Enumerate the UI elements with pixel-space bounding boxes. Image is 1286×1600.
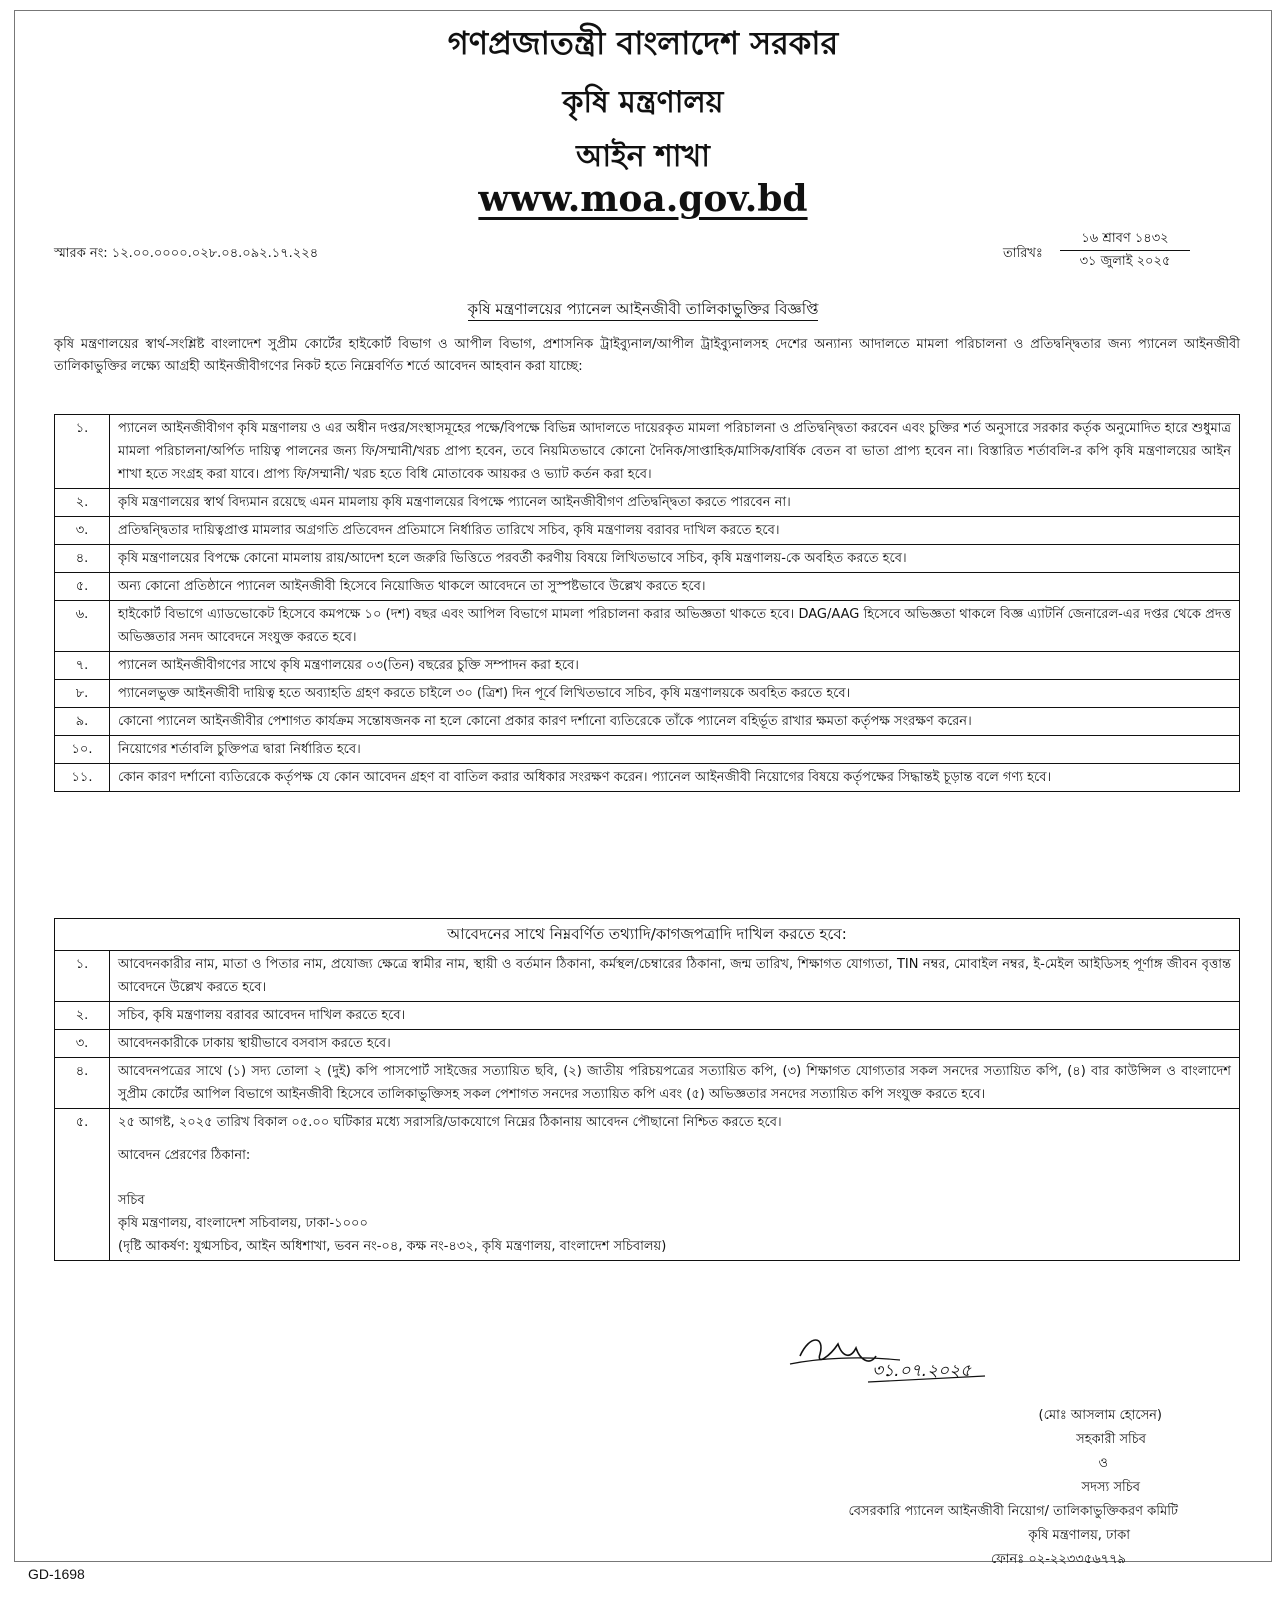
condition-row [55, 415, 1240, 489]
branch-heading: আইন শাখা [576, 139, 710, 174]
signatory-block [600, 1404, 1200, 1572]
document-text: আবেদনপত্রের সাথে (১) সদ্য তোলা ২ (দুই) কপি পাসপোর্ট সাইজের সত্যায়িত ছবি, (২) জাতীয় পরিচয়পত্রের সত্যায়িত কপি, (৩) শিক্ষাগত যোগ্যতার সকল সনদের সত্যায়িত কপি, (৪) বার কাউন্সিল ও বাংলাদেশ সুপ্রীম কোর্টের আপিল বিভাগে আইনজীবী হিসেবে তালিকাভুক্তিসহ সকল পেশাগত সনদের সত্যায়িত কপি এবং (৫) অভিজ্ঞতার সনদের সত্যায়িত কপি সংযুক্ত করতে হবে। [110, 1058, 1240, 1109]
government-heading: গণপ্রজাতন্ত্রী বাংলাদেশ সরকার [447, 24, 839, 62]
condition-number: ৩. [55, 517, 110, 545]
condition-row [55, 764, 1240, 792]
deadline-number: ৫. [55, 1109, 110, 1261]
footer-code: GD-1698 [28, 1566, 85, 1582]
documents-title-row [55, 919, 1240, 951]
signatory-phone: ফোনঃ ০২-২২৩৩৫৬৭৭৯ [990, 1552, 1126, 1567]
condition-row [55, 680, 1240, 708]
date-bangla: ১৬ শ্রাবণ ১৪৩২ [1060, 228, 1190, 251]
document-row [55, 1058, 1240, 1109]
intro-paragraph: কৃষি মন্ত্রণালয়ের স্বার্থ-সংশ্লিষ্ট বাংলাদেশ সুপ্রীম কোর্টের হাইকোর্ট বিভাগ ও আপীল বিভাগ, প্রশাসনিক ট্রাইব্যুনাল/আপীল ট্রাইব্যুনালসহ দেশের অন্যান্য আদালতে মামলা পরিচালনা ও প্রতিদ্বন্দ্বিতার জন্য প্যানেল আইনজীবী তালিকাভুক্তির লক্ষ্যে আগ্রহী আইনজীবীগণের নিকট হতে নিম্নেবর্ণিত শর্তে আবেদন আহবান করা যাচ্ছে: [54, 337, 1240, 374]
condition-text: প্যানেল আইনজীবীগণের সাথে কৃষি মন্ত্রণালয়ের ০৩(তিন) বছরের চুক্তি সম্পাদন করা হবে। [110, 652, 1240, 680]
condition-text: হাইকোর্ট বিভাগে এ্যাডভোকেট হিসেবে কমপক্ষে ১০ (দশ) বছর এবং আপিল বিভাগে মামলা পরিচালনা করার অভিজ্ঞতা থাকতে হবে। DAG/AAG হিসেবে অভিজ্ঞতা থাকলে বিজ্ঞ এ্যাটর্নি জেনারেল-এর দপ্তর থেকে প্রদত্ত অভিজ্ঞতার সনদ আবেদনে সংযুক্ত করতে হবে। [110, 601, 1240, 652]
notice-title [0, 298, 1286, 323]
documents-title: আবেদনের সাথে নিম্নবর্ণিত তথ্যাদি/কাগজপত্রাদি দাখিল করতে হবে: [55, 919, 1240, 951]
condition-number: ৪. [55, 545, 110, 573]
notice-title-text: কৃষি মন্ত্রণালয়ের প্যানেল আইনজীবী তালিকাভুক্তির বিজ্ঞপ্তি [468, 300, 819, 321]
condition-text: অন্য কোনো প্রতিষ্ঠানে প্যানেল আইনজীবী হিসেবে নিয়োজিত থাকলে আবেদনে তা সুস্পষ্টভাবে উল্লেখ করতে হবে। [110, 573, 1240, 601]
condition-text: কোনো প্যানেল আইনজীবীর পেশাগত কার্যক্রম সন্তোষজনক না হলে কোনো প্রকার কারণ দর্শানো ব্যতিরেকে তাঁকে প্যানেল বহির্ভূত রাখার ক্ষমতা কর্তৃপক্ষ সংরক্ষণ করেন। [110, 708, 1240, 736]
memo-number: স্মারক নং: ১২.০০.০০০০.০২৮.০৪.০৯২.১৭.২২৪ [54, 246, 319, 261]
condition-number: ১১. [55, 764, 110, 792]
condition-number: ৯. [55, 708, 110, 736]
condition-row [55, 708, 1240, 736]
document-row [55, 951, 1240, 1002]
date-values [1060, 228, 1190, 273]
address-attention: (দৃষ্টি আকর্ষণ: যুগ্মসচিব, আইন অধিশাখা, ভবন নং-০৪, কক্ষ নং-৪৩২, কৃষি মন্ত্রণালয়, বাংলাদেশ সচিবালয়) [118, 1239, 667, 1254]
conditions-table [54, 414, 1240, 792]
signatory-role: সদস্য সচিব [1081, 1480, 1140, 1495]
handwritten-signature [780, 1326, 1010, 1392]
condition-text: প্যানেল আইনজীবীগণ কৃষি মন্ত্রণালয় ও এর অধীন দপ্তর/সংস্থাসমূহের পক্ষে/বিপক্ষে বিভিন্ন আদালতে দায়েরকৃত মামলা পরিচালনা ও প্রতিদ্বন্দ্বিতা করবেন এবং চুক্তির শর্ত অনুসারে সরকার কর্তৃক অনুমোদিত হারে শুধুমাত্র মামলা পরিচালনা/অর্পিত দায়িত্ব পালনের জন্য ফি/সম্মানী/খরচ প্রাপ্য হবেন, তবে নিয়মিতভাবে কোনো দৈনিক/সাপ্তাহিক/মাসিক/বার্ষিক বেতন বা ভাতা প্রাপ্য হবেন না। বিস্তারিত শর্তাবলি-র কপি কৃষি মন্ত্রণালয়ের আইন শাখা হতে সংগ্রহ করা যাবে। প্রাপ্য ফি/সম্মানী/ খরচ হতে বিধি মোতাবেক আয়কর ও ভ্যাট কর্তন করা হবে। [110, 415, 1240, 489]
condition-row [55, 545, 1240, 573]
deadline-text: ২৫ আগষ্ট, ২০২৫ তারিখ বিকাল ০৫.০০ ঘটিকার মধ্যে সরাসরি/ডাকযোগে নিম্নের ঠিকানায় আবেদন পৌছানো নিশ্চিত করতে হবে। [118, 1115, 782, 1130]
deadline-cell [110, 1109, 1240, 1261]
address-line: কৃষি মন্ত্রণালয়, বাংলাদেশ সচিবালয়, ঢাকা-১০০০ [118, 1216, 368, 1231]
address-label: আবেদন প্রেরণের ঠিকানা: [118, 1148, 251, 1163]
website-link[interactable]: www.moa.gov.bd [478, 178, 808, 220]
condition-text: নিয়োগের শর্তাবলি চুক্তিপত্র দ্বারা নির্ধারিত হবে। [110, 736, 1240, 764]
signatory-office: কৃষি মন্ত্রণালয়, ঢাকা [1028, 1528, 1130, 1543]
condition-text: প্যানেলভুক্ত আইনজীবী দায়িত্ব হতে অব্যাহতি গ্রহণ করতে চাইলে ৩০ (ত্রিশ) দিন পূর্বে লিখিতভাবে সচিব, কৃষি মন্ত্রণালয়কে অবহিত করতে হবে। [110, 680, 1240, 708]
signature-date: ৩১.০৭.২০২৫ [872, 1361, 972, 1381]
signatory-conjunction: ও [1098, 1456, 1108, 1471]
document-row [55, 1030, 1240, 1058]
signatory-name: (মোঃ আসলাম হোসেন) [1038, 1408, 1162, 1423]
document-number: ৩. [55, 1030, 110, 1058]
condition-text: কৃষি মন্ত্রণালয়ের স্বার্থ বিদ্যমান রয়েছে এমন মামলায় কৃষি মন্ত্রণালয়ের বিপক্ষে প্যানেল আইনজীবীগণ প্রতিদ্বন্দ্বিতা করতে পারবেন না। [110, 489, 1240, 517]
website-heading[interactable] [0, 178, 1286, 220]
condition-number: ৬. [55, 601, 110, 652]
signatory-designation: সহকারী সচিব [1076, 1432, 1146, 1447]
condition-number: ৫. [55, 573, 110, 601]
condition-row [55, 736, 1240, 764]
documents-table [54, 918, 1240, 1261]
condition-row [55, 573, 1240, 601]
document-number: ৪. [55, 1058, 110, 1109]
condition-row [55, 601, 1240, 652]
address-recipient: সচিব [118, 1193, 145, 1208]
document-number: ২. [55, 1002, 110, 1030]
condition-number: ১০. [55, 736, 110, 764]
signatory-committee: বেসরকারি প্যানেল আইনজীবী নিয়োগ/ তালিকাভুক্তিকরণ কমিটি [848, 1504, 1178, 1519]
document-text: সচিব, কৃষি মন্ত্রণালয় বরাবর আবেদন দাখিল করতে হবে। [110, 1002, 1240, 1030]
condition-number: ১. [55, 415, 110, 489]
condition-row [55, 489, 1240, 517]
document-number: ১. [55, 951, 110, 1002]
document-text: আবেদনকারীকে ঢাকায় স্থায়ীভাবে বসবাস করতে হবে। [110, 1030, 1240, 1058]
condition-text: প্রতিদ্বন্দ্বিতার দায়িত্বপ্রাপ্ত মামলার অগ্রগতি প্রতিবেদন প্রতিমাসে নির্ধারিত তারিখে সচিব, কৃষি মন্ত্রণালয় বরাবর দাখিল করতে হবে। [110, 517, 1240, 545]
condition-row [55, 517, 1240, 545]
ministry-heading: কৃষি মন্ত্রণালয় [562, 85, 724, 120]
condition-number: ৮. [55, 680, 110, 708]
condition-number: ৭. [55, 652, 110, 680]
condition-number: ২. [55, 489, 110, 517]
condition-text: কৃষি মন্ত্রণালয়ের বিপক্ষে কোনো মামলায় রায়/আদেশ হলে জরুরি ভিত্তিতে পরবর্তী করণীয় বিষয়ে লিখিতভাবে সচিব, কৃষি মন্ত্রণালয়-কে অবহিত করতে হবে। [110, 545, 1240, 573]
document-row [55, 1002, 1240, 1030]
date-label: তারিখঃ [1003, 246, 1043, 261]
condition-text: কোন কারণ দর্শানো ব্যতিরেকে কর্তৃপক্ষ যে কোন আবেদন গ্রহণ বা বাতিল করার অধিকার সংরক্ষণ করেন। প্যানেল আইনজীবী নিয়োগের বিষয়ে কর্তৃপক্ষের সিদ্ধান্তই চূড়ান্ত বলে গণ্য হবে। [110, 764, 1240, 792]
document-text: আবেদনকারীর নাম, মাতা ও পিতার নাম, প্রযোজ্য ক্ষেত্রে স্বামীর নাম, স্থায়ী ও বর্তমান ঠিকানা, কর্মস্থল/চেম্বারের ঠিকানা, জন্ম তারিখ, শিক্ষাগত যোগ্যতা, TIN নম্বর, মোবাইল নম্বর, ই-মেইল আইডিসহ পূর্ণাঙ্গ জীবন বৃত্তান্ত আবেদনে উল্লেখ করতে হবে। [110, 951, 1240, 1002]
deadline-row [55, 1109, 1240, 1261]
date-english: ৩১ জুলাই ২০২৫ [1079, 254, 1171, 269]
condition-row [55, 652, 1240, 680]
